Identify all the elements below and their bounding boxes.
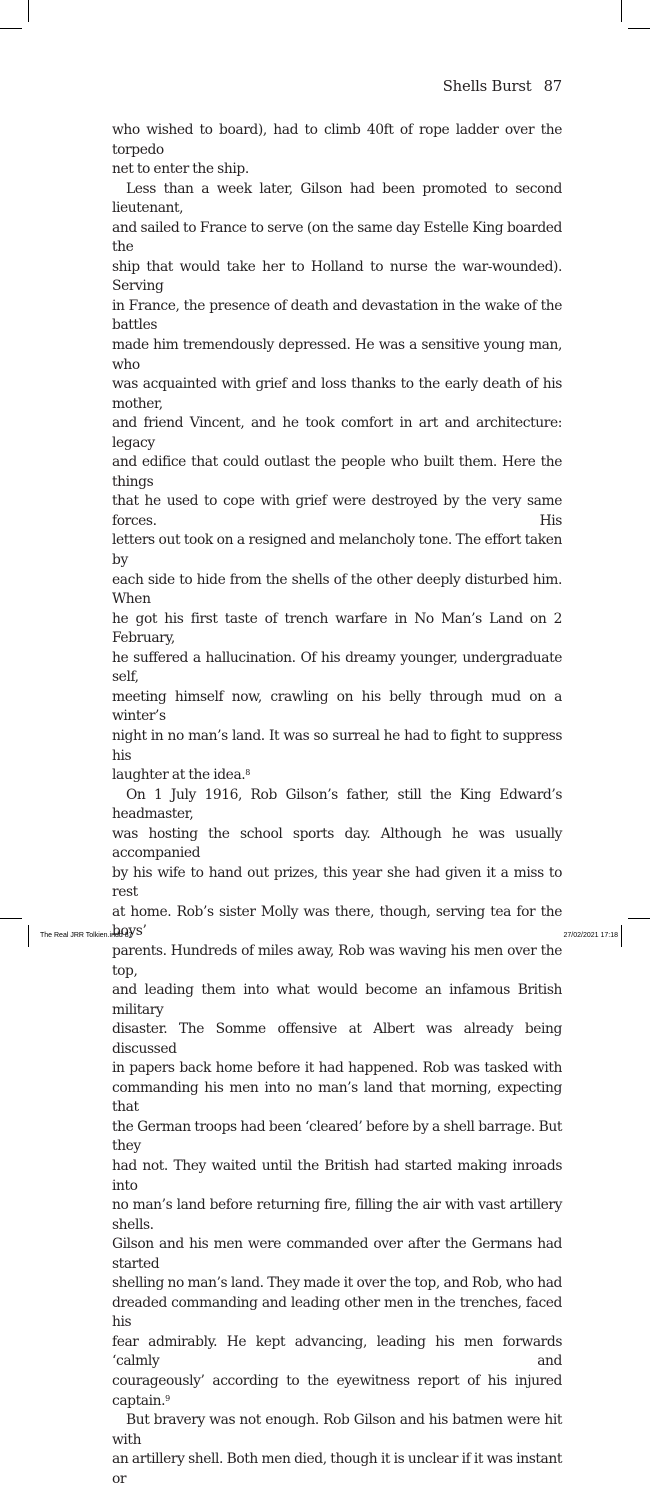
text-line: ship that would take her to Holland to nurse the war-wounded). Serving xyxy=(112,258,562,295)
text-line: at home. Rob’s sister Molly was there, though, serving tea for the boys’ xyxy=(112,903,562,940)
text-line: meeting himself now, crawling on his belly through mud on a winter’s xyxy=(112,688,562,725)
crop-mark-bottom-left xyxy=(28,925,29,947)
text-line: by his wife to hand out prizes, this year she had given it a miss to rest xyxy=(112,864,562,901)
text-line: made him tremendously depressed. He was a sensitive young man, who xyxy=(112,337,562,373)
page-number: 87 xyxy=(543,78,562,95)
text-line: Less than a week later, Gilson had been promoted to second lieutenant, xyxy=(112,180,562,217)
text-line: was hosting the school sports day. Although he was usually accompanied xyxy=(112,825,562,862)
text-line: and leading them into what would become an infamous British military xyxy=(112,982,562,1018)
running-header xyxy=(443,78,562,95)
crop-mark-top-right xyxy=(621,0,622,22)
text-line: each side to hide from the shells of the other deeply disturbed him. When xyxy=(112,571,562,608)
text-line: letters out took on a resigned and melancholy tone. The effort taken by xyxy=(112,532,562,569)
text-line: disaster. The Somme offensive at Albert was already being discussed xyxy=(112,1021,562,1057)
footnote-ref-9[interactable]: 9 xyxy=(165,1393,170,1403)
text-line: parents. Hundreds of miles away, Rob was waving his men over the top, xyxy=(112,942,562,979)
text-line: Gilson and his men were commanded over after the Germans had started xyxy=(112,1236,562,1272)
text-line: the German troops had been ‘cleared’ before by a shell barrage. But they xyxy=(112,1118,562,1155)
text-line: he suffered a hallucination. Of his dreamy younger, undergraduate self, xyxy=(112,649,562,686)
text-line: fear admirably. He kept advancing, leading his men forwards ‘calmly and xyxy=(112,1333,562,1370)
crop-mark-bottom-right xyxy=(621,925,622,947)
crop-mark-bottom-left-h xyxy=(0,918,22,919)
text-line: an artillery shell. Both men died, though it is unclear if it was instant or xyxy=(112,1451,562,1487)
crop-mark-top-right-h xyxy=(628,28,650,29)
text-line: that he used to cope with grief were destroyed by the very same forces. His xyxy=(112,493,562,529)
text-line: night in no man’s land. It was so surreal he had to fight to suppress his xyxy=(112,727,562,764)
text-line-content: laughter at the idea. xyxy=(112,767,246,784)
text-line: and friend Vincent, and he took comfort in art and architecture: legacy xyxy=(112,415,562,451)
slug-filename: The Real JRR Tolkien.indd 87 xyxy=(40,932,133,939)
text-line-content: courageously’ according to the eyewitness report of his injured captain. xyxy=(112,1373,562,1409)
text-line: who wished to board), had to climb 40ft of rope ladder over the torpedo xyxy=(112,122,562,158)
text-line: had not. They waited until the British had started making inroads into xyxy=(112,1157,562,1194)
text-line: dreaded commanding and leading other men in the trenches, faced his xyxy=(112,1294,562,1331)
text-line: commanding his men into no man’s land that morning, expecting that xyxy=(112,1079,562,1116)
crop-mark-bottom-right-h xyxy=(628,918,650,919)
text-line: he got his first taste of trench warfare in No Man’s Land on 2 February, xyxy=(112,610,562,647)
text-line: was acquainted with grief and loss thanks to the early death of his mother, xyxy=(112,376,562,412)
text-line: no man’s land before returning fire, filling the air with vast artillery shells. xyxy=(112,1197,562,1233)
slug-timestamp: 27/02/2021 17:18 xyxy=(563,932,618,939)
text-line: in France, the presence of death and devastation in the wake of the battles xyxy=(112,297,562,334)
text-line: shelling no man’s land. They made it over the top, and Rob, who had xyxy=(112,1275,562,1292)
text-line: in papers back home before it had happened. Rob was tasked with xyxy=(112,1060,562,1077)
text-line: net to enter the ship. xyxy=(112,161,249,178)
text-line: But bravery was not enough. Rob Gilson and his batmen were hit with xyxy=(112,1412,562,1448)
crop-mark-top-left xyxy=(28,0,29,22)
text-line xyxy=(112,766,562,786)
running-title: Shells Burst xyxy=(442,78,532,95)
text-line: On 1 July 1916, Rob Gilson’s father, still the King Edward’s headmaster, xyxy=(112,786,562,823)
text-line: and sailed to France to serve (on the same day Estelle King boarded the xyxy=(112,219,562,256)
crop-mark-top-left-h xyxy=(0,28,22,29)
body-text xyxy=(112,121,562,1489)
footnote-ref-8[interactable]: 8 xyxy=(245,768,250,778)
text-line xyxy=(112,1372,562,1411)
text-line: and edifice that could outlast the people who built them. Here the things xyxy=(112,454,562,490)
